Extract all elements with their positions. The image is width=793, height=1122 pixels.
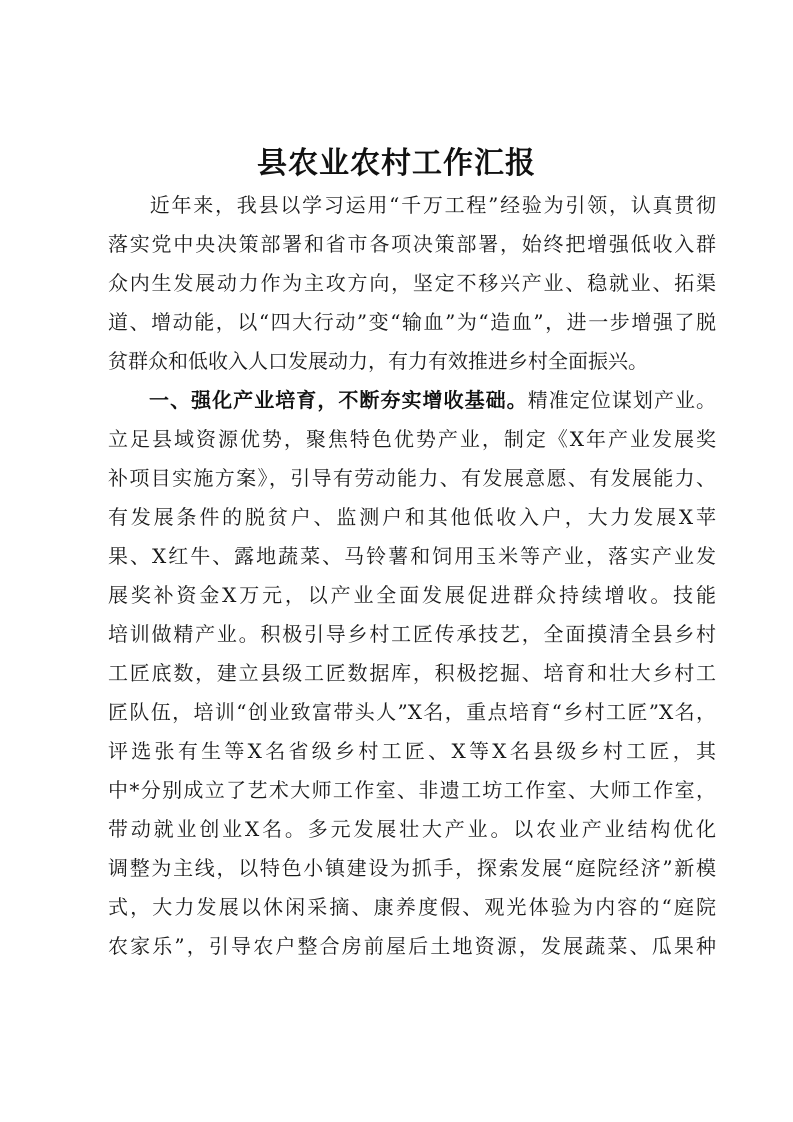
paragraph-intro: [108, 186, 716, 381]
paragraph-industry: [108, 381, 716, 966]
text-line: [108, 186, 716, 225]
document-title: 县农业农村工作汇报: [257, 146, 536, 181]
text-line: 评选张有生等X名省级乡村工匠、X等X名县级乡村工匠，其: [108, 739, 716, 763]
text-line: 带动就业创业X名。多元发展壮大产业。以农业产业结构优化: [108, 817, 716, 841]
text-line: 果、X红牛、露地蔬菜、马铃薯和饲用玉米等产业，落实产业发: [108, 544, 716, 568]
text-line: 展奖补资金X万元，以产业全面发展促进群众持续增收。技能: [108, 583, 716, 607]
text-line-content: 精准定位谋划产业。: [527, 388, 716, 412]
text-line: 立足县域资源优势，聚焦特色优势产业，制定《X年产业发展奖: [108, 427, 716, 451]
text-line: 有发展条件的脱贫户、监测户和其他低收入户，大力发展X苹: [108, 505, 716, 529]
text-line: 众内生发展动力作为主攻方向，坚定不移兴产业、稳就业、拓渠: [108, 271, 716, 295]
text-line: 式，大力发展以休闲采摘、康养度假、观光体验为内容的“庭院: [108, 895, 716, 919]
text-line: 农家乐”，引导农户整合房前屋后土地资源，发展蔬菜、瓜果种: [108, 934, 716, 958]
section-heading: 一、强化产业培育，不断夯实增收基础。: [148, 388, 528, 412]
text-line: 调整为主线，以特色小镇建设为抓手，探索发展“庭院经济”新模: [108, 856, 716, 880]
text-line: 道、增动能，以“四大行动”变“输血”为“造血”，进一步增强了脱: [108, 310, 716, 334]
document-body: [108, 186, 716, 966]
text-line: 匠队伍，培训“创业致富带头人”X名，重点培育“乡村工匠”X名，: [108, 700, 716, 724]
text-line-content: 近年来，我县以学习运用“千万工程”经验为引领，认真贯彻: [148, 193, 716, 217]
text-line: 落实党中央决策部署和省市各项决策部署，始终把增强低收入群: [108, 232, 716, 256]
text-line: 工匠底数，建立县级工匠数据库，积极挖掘、培育和壮大乡村工: [108, 661, 716, 685]
text-line: 中*分别成立了艺术大师工作室、非遗工坊工作室、大师工作室，: [108, 778, 716, 802]
text-line: 培训做精产业。积极引导乡村工匠传承技艺，全面摸清全县乡村: [108, 622, 716, 646]
text-line: 贫群众和低收入人口发展动力，有力有效推进乡村全面振兴。: [108, 349, 648, 373]
text-line: 补项目实施方案》，引导有劳动能力、有发展意愿、有发展能力、: [108, 466, 716, 490]
text-line: [108, 381, 716, 420]
